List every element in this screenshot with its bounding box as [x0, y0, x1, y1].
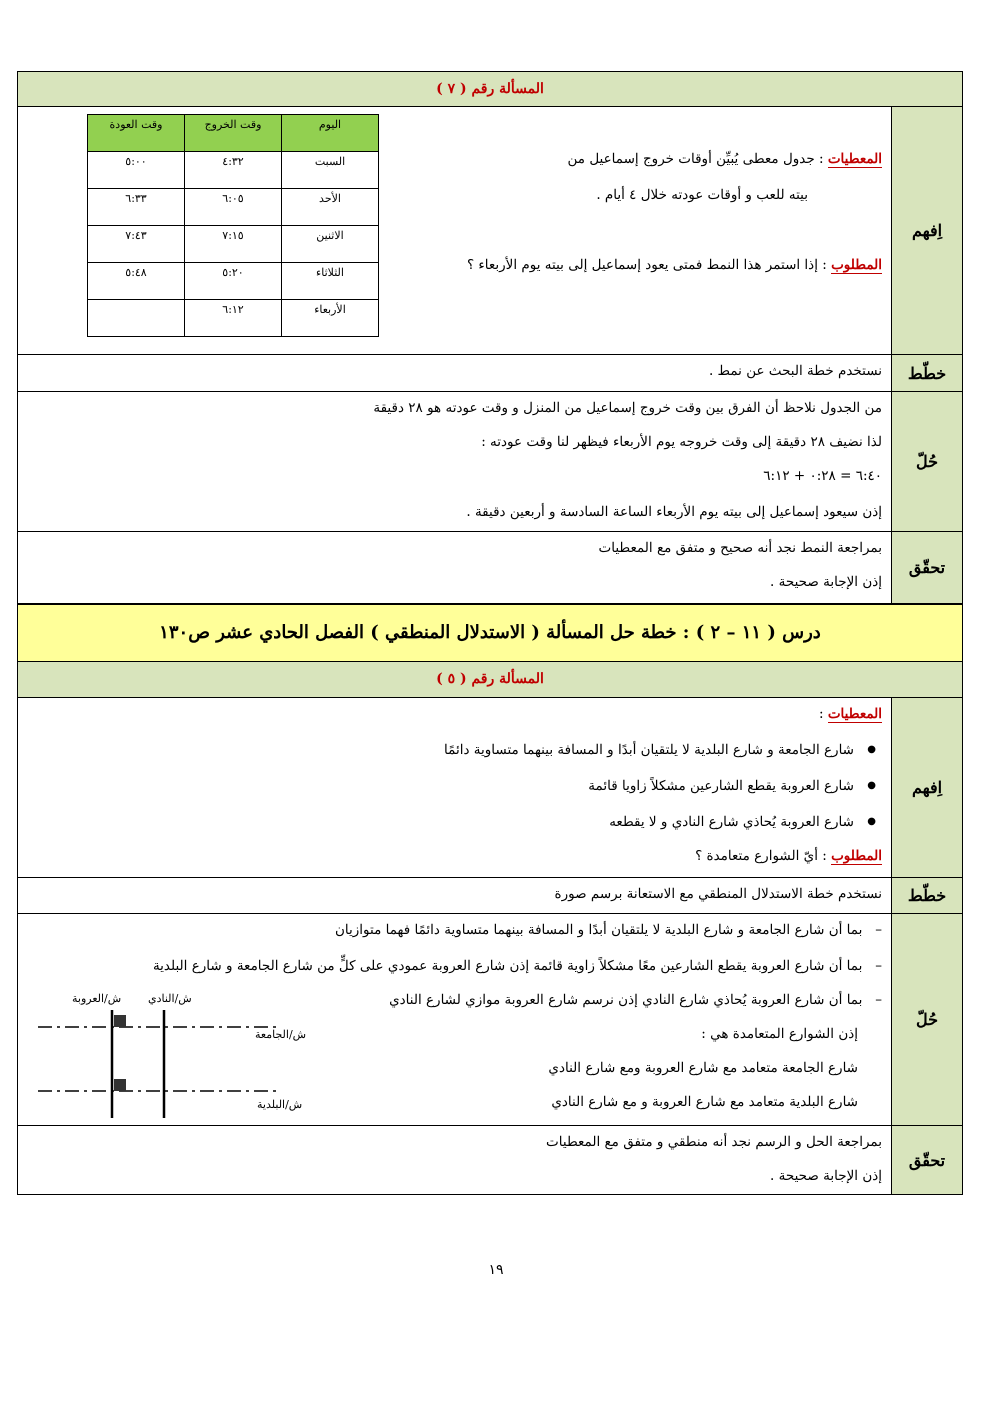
- p5-solve-dash-line: [153, 958, 882, 974]
- col-back-header: وقت العودة: [88, 115, 185, 152]
- p5-solve-line: إذن الشوارع المتعامدة هي :: [701, 1026, 858, 1042]
- p7-solve-row: [17, 392, 963, 532]
- p7-solve-line: إذن سيعود إسماعيل إلى بيته يوم الأربعاء الساعة السادسة و أربعين دقيقة .: [466, 504, 882, 520]
- col-out-header: وقت الخروج: [185, 115, 282, 152]
- p5-given-colon: :: [818, 706, 824, 722]
- days-table-header: [88, 115, 379, 152]
- dash-icon: –: [862, 922, 882, 938]
- p7-solve-label: حُلّ: [891, 392, 962, 531]
- right-angle-marker: [114, 1079, 126, 1091]
- days-table: [87, 114, 379, 337]
- p7-solve-line: لذا نضيف ٢٨ دقيقة إلى وقت خروجه يوم الأربعاء فيظهر لنا وقت عودته :: [481, 434, 882, 450]
- label-baladiya: ش/البلدية: [257, 1098, 303, 1111]
- label-uruba: ش/العروبة: [72, 992, 122, 1005]
- p7-plan-row: [17, 355, 963, 392]
- p7-required-label: المطلوب: [831, 257, 882, 273]
- p7-required-text: : إذا استمر هذا النمط فمتى يعود إسماعيل إلى بيته يوم الأربعاء ؟: [466, 257, 827, 273]
- p7-given-text2: بيته للعب و أوقات عودته خلال ٤ أيام .: [596, 187, 808, 203]
- table-cell: ٦:٣٣: [88, 189, 185, 226]
- p7-plan-content: [26, 355, 882, 391]
- p5-understand-label: اِفهم: [891, 698, 962, 877]
- table-cell: الأربعاء: [282, 300, 379, 337]
- table-cell: ٤:٣٢: [185, 152, 282, 189]
- p5-solve-dash-text: بما أن شارع العروبة يُحاذي شارع النادي إذن نرسم شارع العروبة موازي لشارع النادي: [389, 992, 863, 1008]
- page-number: ١٩: [488, 1262, 504, 1278]
- table-cell: ٧:١٥: [185, 226, 282, 263]
- p5-plan-content: [26, 878, 882, 913]
- p5-bullet: ● شارع العروبة يُحاذي شارع النادي و لا يقطعه: [609, 814, 854, 830]
- p5-solve-dash-text: بما أن شارع الجامعة و شارع البلدية لا يلتقيان أبدًا و المسافة بينهما متساوية دائمًا فهما متوازيان: [334, 922, 863, 938]
- p7-solve-line: من الجدول نلاحظ أن الفرق بين وقت خروج إسماعيل من المنزل و وقت عودته هو ٢٨ دقيقة: [373, 400, 882, 416]
- lesson-title-bar: [17, 604, 963, 662]
- p5-plan-label: خطّط: [891, 878, 962, 913]
- p7-check-line: بمراجعة النمط نجد أنه صحيح و متفق مع المعطيات: [598, 540, 882, 556]
- table-cell: السبت: [282, 152, 379, 189]
- p7-solve-equation: [763, 468, 882, 484]
- table-row: [88, 152, 379, 189]
- p5-bullet: ● شارع الجامعة و شارع البلدية لا يلتقيان أبدًا و المسافة بينهما متساوية دائمًا: [444, 742, 854, 758]
- p5-solve-dash-text: بما أن شارع العروبة يقطع الشارعين معًا مشكلاً زاوية قائمة إذن شارع العروبة عمودي على كلٍّ من شارع الجامعة و شارع البلدية: [152, 958, 863, 974]
- p7-given-line1: [568, 151, 882, 167]
- p7-check-line: إذن الإجابة صحيحة .: [770, 574, 882, 590]
- table-cell: الأحد: [282, 189, 379, 226]
- p7-check-content: [26, 532, 882, 603]
- p5-solve-line: شارع الجامعة متعامد مع شارع العروبة ومع شارع النادي: [548, 1060, 858, 1076]
- p7-understand-label: اِفهم: [891, 107, 962, 354]
- p7-solve-content: [26, 392, 882, 531]
- p5-check-line: بمراجعة الحل و الرسم نجد أنه منطقي و متفق مع المعطيات: [546, 1134, 882, 1150]
- problem-7-header: [17, 71, 963, 107]
- p7-given-label: المعطيات: [827, 151, 882, 167]
- p5-check-line: إذن الإجابة صحيحة .: [770, 1168, 882, 1184]
- problem-7-title: المسألة رقم ( ٧ ): [436, 81, 544, 97]
- p7-required-line: [467, 257, 882, 273]
- p5-solve-dash-line: [335, 922, 882, 938]
- p7-check-label: تحقّق: [891, 532, 962, 603]
- p5-check-row: [17, 1126, 963, 1195]
- right-angle-marker: [114, 1015, 126, 1027]
- p5-required-label: المطلوب: [831, 848, 882, 864]
- col-day-header: اليوم: [282, 115, 379, 152]
- p7-plan-label: خطّط: [891, 355, 962, 391]
- problem-5-title: المسألة رقم ( ٥ ): [436, 671, 544, 687]
- table-cell: [88, 300, 185, 337]
- p5-understand-row: [17, 698, 963, 878]
- table-cell: ٦:٠٥: [185, 189, 282, 226]
- p5-check-content: [26, 1126, 882, 1194]
- table-row: [88, 300, 379, 337]
- p5-solve-dash-line: [389, 992, 882, 1008]
- p5-required-text: : أيّ الشوارع متعامدة ؟: [695, 848, 827, 864]
- p5-understand-content: [26, 698, 882, 877]
- problem-5-header: [17, 662, 963, 698]
- p7-equation-text: ٦:١٢ + ٠:٢٨ = ٦:٤٠: [763, 468, 882, 484]
- p5-check-label: تحقّق: [891, 1126, 962, 1194]
- table-cell: الاثنين: [282, 226, 379, 263]
- p7-given-text1: : جدول معطى يُبيِّن أوقات خروج إسماعيل من: [567, 151, 824, 167]
- dash-icon: –: [862, 958, 882, 974]
- p5-plan-text: نستخدم خطة الاستدلال المنطقي مع الاستعانة برسم صورة: [554, 886, 882, 902]
- table-row: [88, 263, 379, 300]
- table-cell: ٥:٠٠: [88, 152, 185, 189]
- p5-plan-row: [17, 878, 963, 914]
- table-cell: ٧:٤٣: [88, 226, 185, 263]
- label-nadi: ش/النادي: [148, 992, 192, 1005]
- table-cell: ٥:٤٨: [88, 263, 185, 300]
- p5-solve-label: حُلّ: [891, 914, 962, 1125]
- label-jamea: ش/الجامعة: [255, 1028, 307, 1041]
- p7-check-row: [17, 532, 963, 604]
- table-cell: ٥:٢٠: [185, 263, 282, 300]
- table-cell: الثلاثاء: [282, 263, 379, 300]
- table-cell: ٦:١٢: [185, 300, 282, 337]
- p5-solve-line: شارع البلدية متعامد مع شارع العروبة و مع شارع النادي: [551, 1094, 858, 1110]
- p5-required-line: [695, 848, 882, 864]
- p5-given-line: [819, 706, 882, 722]
- table-row: [88, 189, 379, 226]
- p5-bullet: ● شارع العروبة يقطع الشارعين مشكلاً زاويا قائمة: [588, 778, 854, 794]
- p7-plan-text: نستخدم خطة البحث عن نمط .: [708, 363, 882, 379]
- dash-icon: –: [862, 992, 882, 1008]
- lesson-title: درس ( ١١ – ٢ ) : خطة حل المسألة ( الاستدلال المنطقي ) الفصل الحادي عشر ص١٣٠: [159, 622, 821, 643]
- table-row: [88, 226, 379, 263]
- p5-given-label: المعطيات: [827, 706, 882, 722]
